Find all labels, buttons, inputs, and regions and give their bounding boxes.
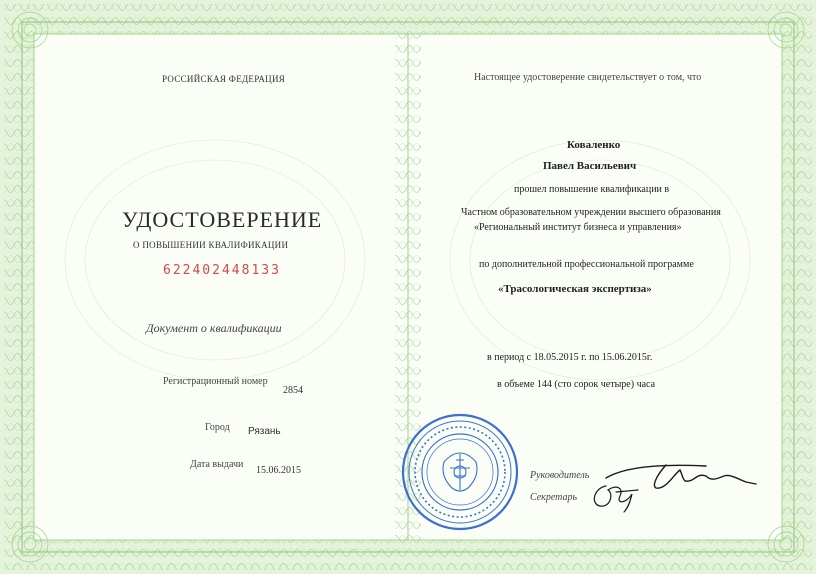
- secretary-label: Секретарь: [530, 492, 578, 503]
- document-type: Документ о квалификации: [146, 321, 282, 335]
- recipient-surname: Коваленко: [567, 139, 621, 151]
- issue-date-value: 15.06.2015: [256, 465, 301, 476]
- country-label: РОССИЙСКАЯ ФЕДЕРАЦИЯ: [162, 74, 286, 84]
- organization-line-2: «Региональный институт бизнеса и управления»: [474, 222, 682, 233]
- recipient-name: Павел Васильевич: [543, 160, 637, 172]
- organization-line-1: Частном образовательном учреждении высшего образования: [461, 207, 721, 218]
- study-period: в период с 18.05.2015 г. по 15.06.2015г.: [487, 352, 653, 363]
- intro-text: Настоящее удостоверение свидетельствует о том, что: [474, 72, 702, 83]
- document-subtitle: О ПОВЫШЕНИИ КВАЛИФИКАЦИИ: [133, 240, 289, 250]
- document-title: УДОСТОВЕРЕНИЕ: [122, 207, 323, 232]
- study-volume: в объеме 144 (сто сорок четыре) часа: [497, 379, 656, 390]
- reg-number-value: 2854: [283, 385, 303, 396]
- organization-stamp: [398, 410, 522, 534]
- passed-text: прошел повышение квалификации в: [514, 184, 670, 195]
- program-intro: по дополнительной профессиональной программе: [479, 259, 694, 270]
- head-label: Руководитель: [530, 470, 590, 481]
- city-label: Город: [205, 422, 230, 433]
- reg-number-label: Регистрационный номер: [163, 376, 268, 387]
- secretary-signature: [586, 478, 646, 514]
- program-name: «Трасологическая экспертиза»: [498, 283, 652, 295]
- city-value: Рязань: [248, 426, 281, 437]
- serial-number: 622402448133: [163, 263, 281, 278]
- issue-date-label: Дата выдачи: [190, 459, 244, 470]
